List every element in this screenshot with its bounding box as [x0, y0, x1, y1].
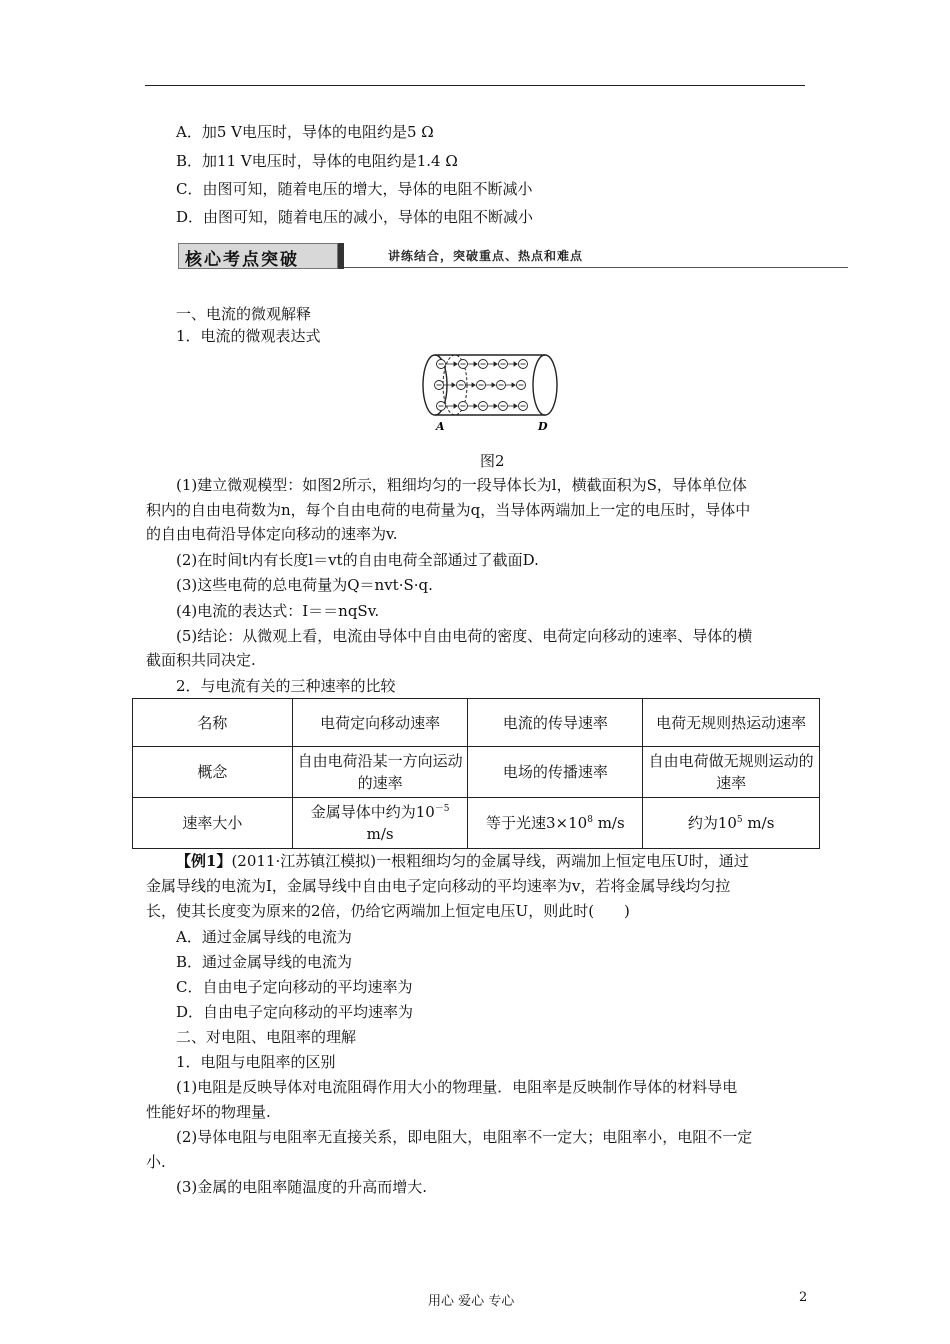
- cell-unit: m/s: [742, 814, 775, 832]
- banner-title-box: [178, 243, 338, 269]
- example-option-a: A．通过金属导线的电流为: [176, 928, 352, 946]
- table-row: [133, 699, 820, 747]
- s1-p3: (3)这些电荷的总电荷量为Q＝nvt·S·q.: [176, 576, 433, 594]
- banner-title: 核心考点突破: [185, 250, 299, 270]
- s1-p2: (2)在时间t内有长度l＝vt的自由电荷全部通过了截面D.: [176, 551, 539, 569]
- cell-unit: m/s: [366, 825, 394, 843]
- table-cell: 速率大小: [133, 798, 293, 849]
- table-header: 名称: [133, 699, 293, 747]
- figure-caption: 图2: [480, 452, 505, 470]
- section1-sub1: 1．电流的微观表达式: [176, 327, 321, 345]
- table-cell: 电场的传播速率: [468, 747, 643, 798]
- conductor-figure: [410, 350, 570, 435]
- s1-p5-line2: 截面积共同决定.: [146, 651, 256, 669]
- example-line3: 长，使其长度变为原来的2倍，仍给它两端加上恒定电压U，则此时( ): [146, 902, 630, 920]
- s2-p3: (3)金属的电阻率随温度的升高而增大.: [176, 1178, 428, 1196]
- option-c: C．由图可知，随着电压的增大，导体的电阻不断减小: [176, 180, 533, 198]
- s1-p1-line1: (1)建立微观模型：如图2所示，粗细均匀的一段导体长为l，横截面积为S，导体单位体: [176, 476, 747, 494]
- table-header: 电荷定向移动速率: [292, 699, 468, 747]
- option-a: A．加5 V电压时，导体的电阻约是5 Ω: [176, 123, 434, 141]
- s1-p1-line3: 的自由电荷沿导体定向移动的速率为v.: [146, 525, 398, 543]
- table-cell: [292, 798, 468, 849]
- example-line2: 金属导线的电流为I，金属导线中自由电子定向移动的平均速率为v，若将金属导线均匀拉: [146, 877, 731, 895]
- page-number: 2: [799, 1290, 808, 1305]
- table-row: [133, 798, 820, 849]
- example-text: (2011·江苏镇江模拟)一根粗细均匀的金属导线，两端加上恒定电压U时，通过: [231, 852, 749, 870]
- s1-p1-line2: 积内的自由电荷数为n，每个自由电荷的电荷量为q，当导体两端加上一定的电压时，导体中: [146, 501, 751, 519]
- label-a: A: [436, 420, 445, 433]
- option-b: B．加11 V电压时，导体的电阻约是1.4 Ω: [176, 152, 458, 170]
- banner-rule: [344, 267, 848, 268]
- table-header: 电荷无规则热运动速率: [643, 699, 820, 747]
- example-tag: 【例1】: [176, 852, 232, 870]
- section1-heading: 一、电流的微观解释: [176, 305, 312, 323]
- speed-comparison-table: [132, 698, 820, 849]
- table-cell: [468, 798, 643, 849]
- header-rule: [145, 85, 805, 86]
- example-line1: [176, 851, 749, 871]
- footer-slogan: 用心 爱心 专心: [428, 1294, 515, 1309]
- banner-subtitle: 讲练结合，突破重点、热点和难点: [388, 249, 584, 263]
- section2-heading: 二、对电阻、电阻率的理解: [176, 1028, 357, 1046]
- s1-p5-line1: (5)结论：从微观上看，电流由导体中自由电荷的密度、电荷定向移动的速率、导体的横: [176, 627, 753, 645]
- table-cell: [643, 798, 820, 849]
- cell-text: 约为10: [687, 814, 737, 832]
- cell-unit: m/s: [592, 814, 625, 832]
- s2-p2-line1: (2)导体电阻与电阻率无直接关系，即电阻大，电阻率不一定大；电阻率小，电阻不一定: [176, 1128, 753, 1146]
- table-cell: 概念: [133, 747, 293, 798]
- example-option-d: D．自由电子定向移动的平均速率为: [176, 1003, 414, 1021]
- right-end: [533, 355, 557, 415]
- banner-divider: [338, 243, 344, 269]
- s2-p1-line1: (1)电阻是反映导体对电流阻碍作用大小的物理量．电阻率是反映制作导体的材料导电: [176, 1078, 738, 1096]
- table-row: [133, 747, 820, 798]
- example-option-b: B．通过金属导线的电流为: [176, 953, 353, 971]
- cell-exponent: －5: [434, 804, 450, 814]
- cell-text: 等于光速3×10: [486, 814, 588, 832]
- section2-sub1: 1．电阻与电阻率的区别: [176, 1053, 336, 1071]
- s2-p1-line2: 性能好坏的物理量.: [146, 1103, 271, 1121]
- cell-exponent: 5: [736, 815, 743, 825]
- table-header: 电流的传导速率: [468, 699, 643, 747]
- option-d: D．由图可知，随着电压的减小，导体的电阻不断减小: [176, 208, 534, 226]
- table-cell: 自由电荷沿某一方向运动的速率: [292, 747, 468, 798]
- s1-p4: (4)电流的表达式：I＝＝nqSv.: [176, 602, 380, 620]
- cell-exponent: 8: [587, 815, 593, 825]
- cell-text: 金属导体中约为10: [310, 803, 435, 821]
- example-option-c: C．自由电子定向移动的平均速率为: [176, 978, 413, 996]
- section-banner: [178, 243, 848, 269]
- s2-p2-line2: 小.: [146, 1153, 166, 1171]
- table-cell: 自由电荷做无规则运动的速率: [643, 747, 820, 798]
- section1-sub2: 2．与电流有关的三种速率的比较: [176, 677, 396, 695]
- label-d: D: [538, 420, 548, 433]
